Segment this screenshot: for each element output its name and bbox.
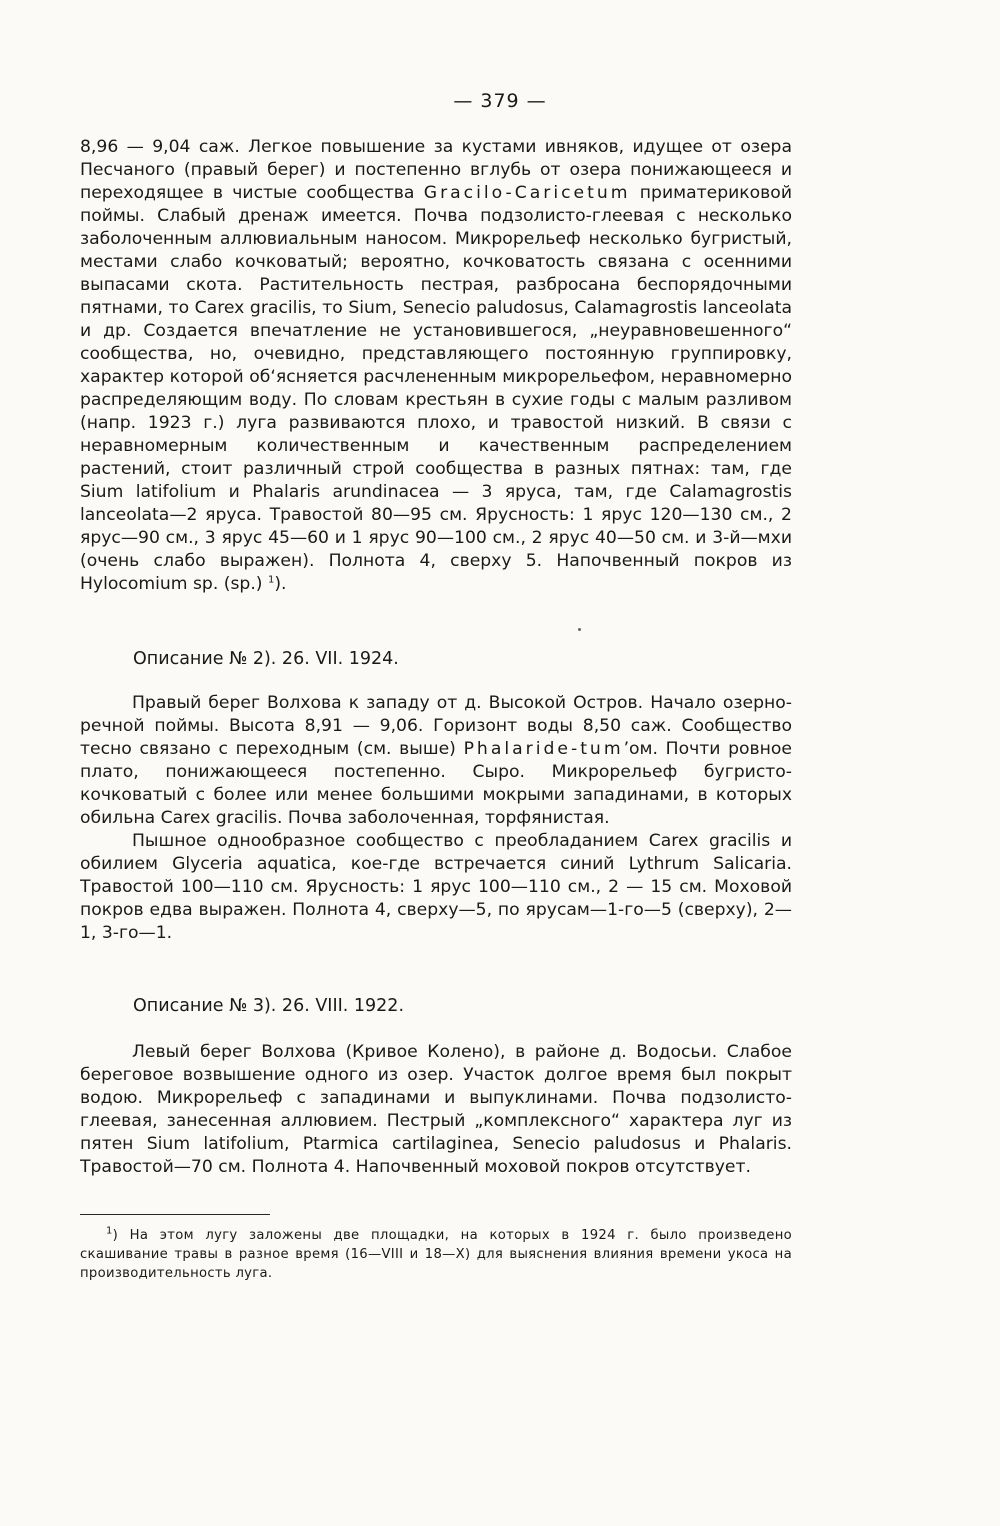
description-3 (80, 1041, 792, 1179)
community-name: Gracilo-Caricetum (423, 183, 631, 203)
paragraph-text: Правый берег Волхова к западу от д. Высокой Остров. Начало озерно-речной поймы. Высота 8,91 — 9,06. Горизонт воды 8,50 саж. Сообщество тесно связано с переходным (см. выше) (80, 693, 792, 759)
description-2-paragraph-2: Пышное однообразное сообщество с преобладанием Carex gracilis и обилием Glyceria aquatica, кое-где встречается синий Lythrum Salicaria. Травостой 100—110 см. Ярусность: 1 ярус 100—110 см., 2 — 15 см. Моховой покров едва выражен. Полнота 4, сверху—5, по ярусам—1-го—5 (сверху), 2—1, 3-го—1. (80, 831, 792, 943)
print-dot (578, 628, 581, 631)
description-2-paragraph-1 (80, 692, 792, 830)
paragraph-text: ). (274, 574, 287, 594)
footnote-text: ) На этом лугу заложены две площадки, на которых в 1924 г. было произведено скашивание травы в разное время (16—VIII и 18—X) для выяснения влияния времени укоса на производительность луга. (80, 1228, 792, 1281)
description-2 (80, 692, 792, 945)
paragraph-text: приматериковой поймы. Слабый дренаж имеется. Почва подзолисто-глеевая с несколько заболоченным аллювиальным наносом. Микрорельеф несколько бугристый, местами слабо кочковатый; вероятно, кочковатость связана с осенними выпасами скота. Растительность пестрая, разбросана беспорядочными пятнами, то Carex gracilis, то Sium, Senecio paludosus, Calamagrostis lanceolata и др. Создается впечатление не установившегося, „неуравновешенного“ сообщества, но, очевидно, представляющего постоянную группировку, характер которой об‘ясняется расчлененным микрорельефом, неравномерно распределяющим воду. По словам крестьян в сухие годы с малым разливом (напр. 1923 г.) луга развиваются плохо, и травостой низкий. В связи с неравномерным количественным и качественным распределением растений, стоит различный строй сообщества в разных пятнах: там, где Sium latifolium и Phalaris arundinacea — 3 яруса, там, где Calamagrostis lanceolata—2 яруса. Травостой 80—95 см. Ярусность: 1 ярус 120—130 см., 2 ярус—90 см., 3 ярус 45—60 и 1 ярус 90—100 см., 2 ярус 40—50 см. и 3-й—мхи (очень слабо выражен). Полнота 4, сверху 5. Напочвенный покров из Hylocomium sp. (sp.) (80, 183, 792, 594)
footnote-reference: 1 (267, 574, 275, 586)
community-name: Phalaride-tum (463, 739, 624, 759)
page-number: — 379 — (453, 90, 547, 112)
description-3-heading: Описание № 3). 26. VIII. 1922. (133, 996, 405, 1016)
footnote (80, 1226, 792, 1283)
continued-description (80, 136, 792, 596)
description-3-paragraph-1: Левый берег Волхова (Кривое Колено), в районе д. Водосьи. Слабое береговое возвышение одного из озер. Участок долгое время был покрыт водою. Микрорельеф с западинами и выпуклинами. Почва подзолисто-глеевая, занесенная аллювием. Пестрый „комплексного“ характера луг из пятен Sium latifolium, Ptarmica cartilaginea, Senecio paludosus и Phalaris. Травостой—70 см. Полнота 4. Напочвенный моховой покров отсутствует. (80, 1042, 792, 1177)
paragraph-text: 8,96 — 9,04 саж. Легкое повышение за кустами ивняков, идущее от озера Песчаного (правый берег) и постепенно вглубь от озера понижающееся и переходящее в чистые сообщества (80, 137, 792, 203)
paragraph-continued (80, 136, 792, 596)
footnote-marker: 1 (106, 1225, 113, 1237)
description-2-heading: Описание № 2). 26. VII. 1924. (133, 649, 399, 669)
paragraph-text: ’ом. Почти ровное плато, понижающееся постепенно. Сыро. Микрорельеф бугристо-кочковатый с более или менее большими мокрыми западинами, в которых обильна Carex gracilis. Почва заболоченная, торфянистая. (80, 739, 792, 828)
footnote-divider (80, 1214, 270, 1215)
